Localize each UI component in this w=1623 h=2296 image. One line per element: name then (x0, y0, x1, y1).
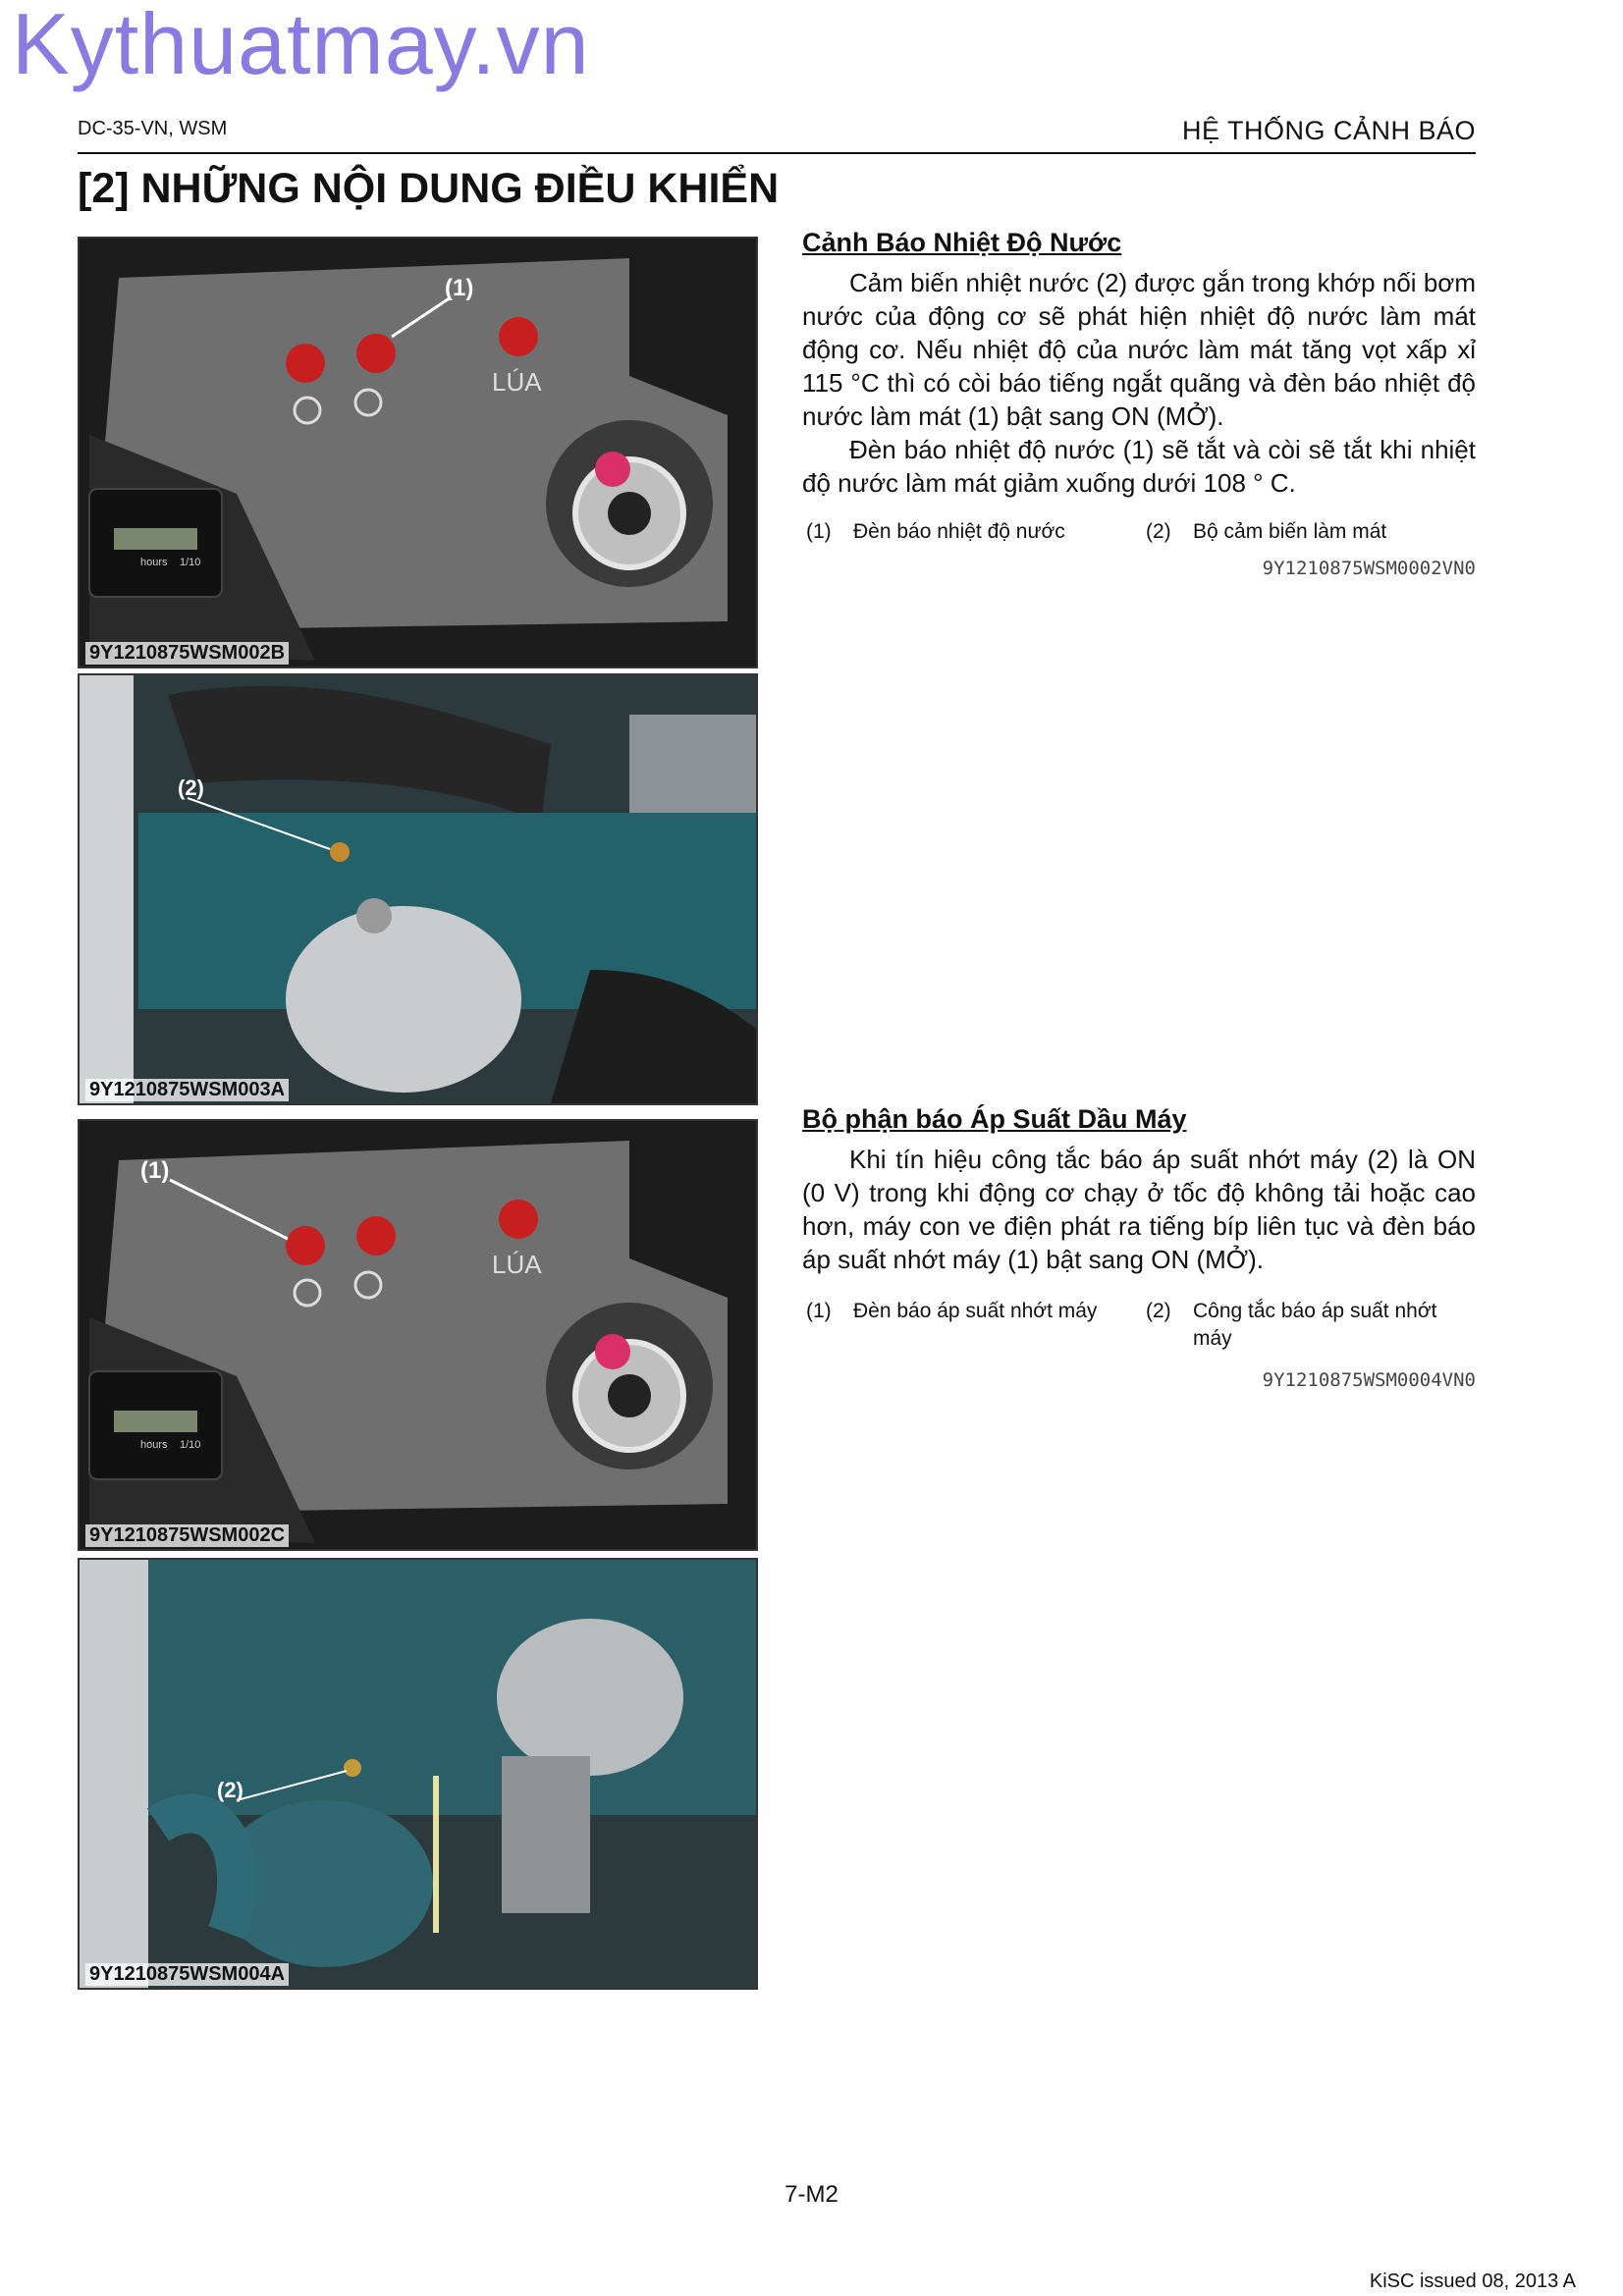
legend-num: (1) (806, 1300, 832, 1322)
photo-engine-coolant-sensor (78, 673, 758, 1105)
control-panel-illustration (80, 239, 756, 667)
engine-illustration (80, 675, 756, 1103)
doc-code: 9Y1210875WSM0004VN0 (1262, 1369, 1476, 1391)
callout-label: (2) (217, 1778, 243, 1802)
hour-meter-display (114, 1411, 197, 1432)
legend-num: (1) (806, 520, 832, 543)
section-name: HỆ THỐNG CẢNH BÁO (1181, 116, 1476, 145)
engine-illustration (80, 1560, 756, 1988)
section-heading-water-temp: Cảnh Báo Nhiệt Độ Nước (802, 228, 1122, 257)
starter-motor (497, 1619, 683, 1776)
water-temp-paragraph-1: Cảm biến nhiệt nước (2) được gắn trong khớp nối bơm nước của động cơ sẽ phát hiện nhiệt độ nước làm mát động cơ. Nếu nhiệt độ của nước làm mát tăng vọt xấp xỉ 115 °C thì có còi báo tiếng ngắt quãng và đèn báo nhiệt độ nước làm mát (1) bật sang ON (MỞ). (802, 268, 1476, 431)
alternator (286, 906, 521, 1093)
photo-id: 9Y1210875WSM003A (85, 1079, 289, 1101)
legend-text: Đèn báo nhiệt độ nước (853, 520, 1065, 543)
indicator-lamp-oil (286, 1226, 325, 1265)
water-temp-paragraph-2: Đèn báo nhiệt độ nước (1) sẽ tắt và còi sẽ tắt khi nhiệt độ nước làm mát giảm xuống dưới 108 ° C. (802, 435, 1476, 498)
oil-pressure-switch (344, 1759, 361, 1777)
doc-id: DC-35-VN, WSM (78, 118, 228, 139)
stop-button-icon (595, 1334, 630, 1369)
hour-meter-display (114, 528, 197, 550)
indicator-lamp-water (356, 1216, 396, 1255)
photo-id: 9Y1210875WSM002C (85, 1524, 289, 1547)
photo-engine-oil-switch (78, 1558, 758, 1990)
panel-label: LÚA (492, 367, 542, 397)
stop-button-icon (595, 452, 630, 487)
section-heading-oil-pressure: Bộ phận báo Áp Suất Dầu Máy (802, 1104, 1187, 1134)
page-number: 7-M2 (784, 2181, 839, 2208)
legend-num: (2) (1146, 1300, 1171, 1322)
hour-meter-unit: hours (140, 1439, 168, 1451)
indicator-lamp-lua (499, 317, 538, 356)
issued-note: KiSC issued 08, 2013 A (1369, 2270, 1576, 2292)
legend-num: (2) (1146, 520, 1171, 543)
callout-label: (1) (445, 275, 474, 301)
photo-id: 9Y1210875WSM004A (85, 1963, 289, 1986)
header-rule (78, 152, 1476, 154)
legend-water-temp (806, 518, 1493, 548)
hour-meter-unit: hours (140, 557, 168, 568)
legend-text: Đèn báo áp suất nhớt máy (853, 1300, 1098, 1322)
legend-text: Công tắc báo áp suất nhớt máy (1193, 1300, 1437, 1350)
page-title: [2] NHỮNG NỘI DUNG ĐIỀU KHIỂN (78, 165, 780, 212)
coolant-sensor (330, 842, 350, 862)
photo-control-panel-oil-pressure (78, 1119, 758, 1551)
indicator-lamp-oil (286, 344, 325, 383)
panel-label: LÚA (492, 1250, 542, 1279)
watermark: Kythuatmay.vn (12, 0, 590, 92)
hour-meter-scale: 1/10 (180, 557, 201, 568)
doc-code: 9Y1210875WSM0002VN0 (1262, 558, 1476, 579)
indicator-lamp-water (356, 334, 396, 373)
photo-control-panel-water-temp (78, 237, 758, 668)
hour-meter-scale: 1/10 (180, 1439, 201, 1451)
callout-label: (1) (140, 1157, 170, 1184)
section-oil-pressure (802, 1104, 1476, 1276)
legend-text: Bộ cảm biến làm mát (1193, 520, 1387, 543)
oil-pressure-paragraph-1: Khi tín hiệu công tắc báo áp suất nhớt máy (2) là ON (0 V) trong khi động cơ chạy ở tốc độ không tải hoặc cao hơn, máy con ve điện phát ra tiếng bíp liên tục và đèn báo áp suất nhớt máy (1) bật sang ON (MỞ). (802, 1145, 1476, 1274)
photo-id: 9Y1210875WSM002B (85, 642, 289, 665)
section-water-temp (802, 228, 1476, 500)
indicator-lamp-lua (499, 1200, 538, 1239)
callout-label: (2) (178, 775, 204, 800)
legend-oil-pressure (806, 1298, 1493, 1357)
control-panel-illustration (80, 1121, 756, 1549)
